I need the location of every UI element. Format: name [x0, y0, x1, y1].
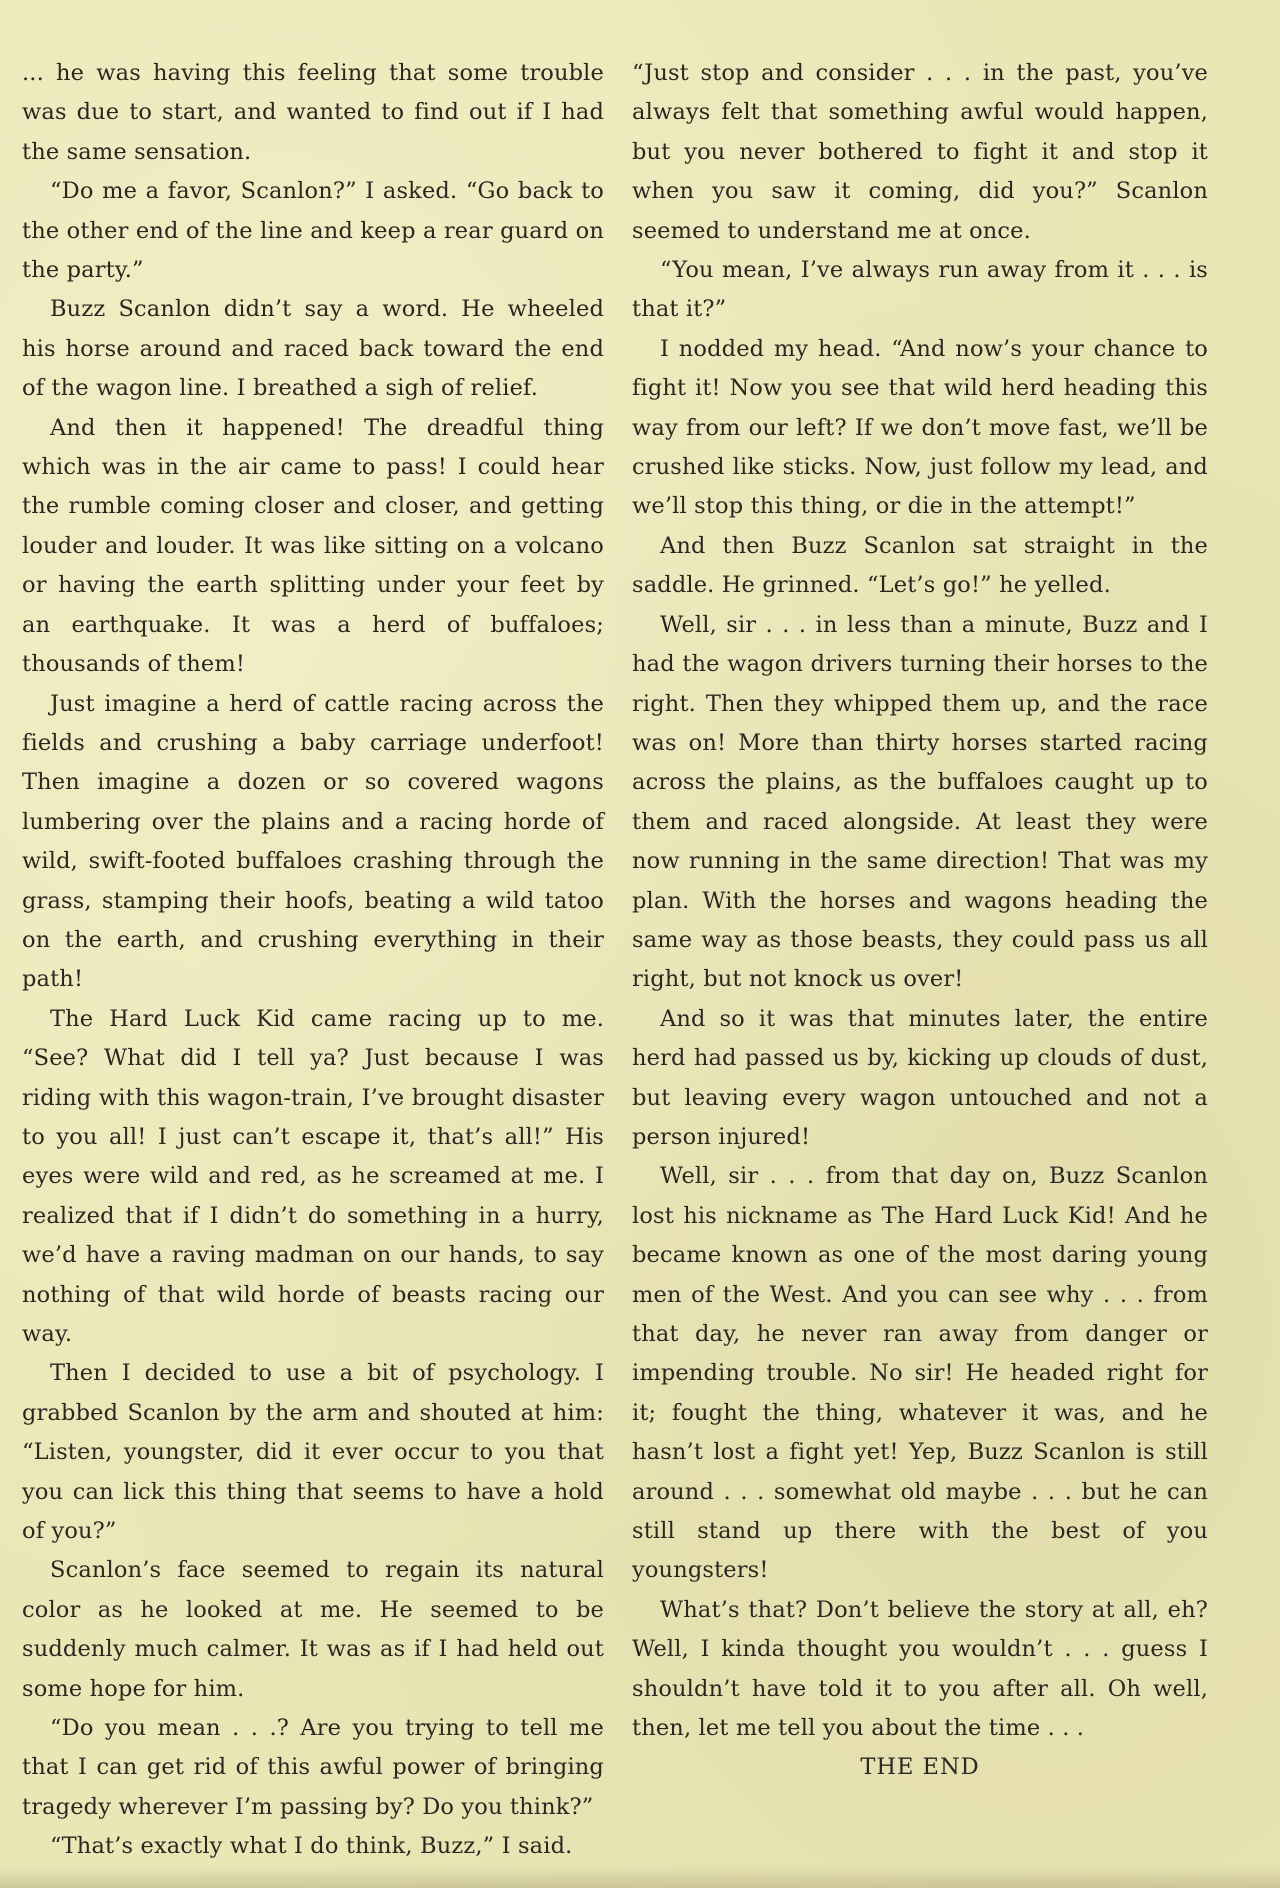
paragraph: Scanlon’s face seemed to regain its natural color as he looked at me. He seemed to be suddenly much calmer. It was as if I had held out some hope for him. — [22, 1557, 604, 1702]
right-text-column — [632, 54, 1208, 1788]
paragraph: Well, sir . . . in less than a minute, Buzz and I had the wagon drivers turning their horses to the right. Then they whipped them up, and the race was on! More than thirty horses started racing across the plains, as the buffaloes caught up to them and raced alongside. At least they were now running in the same direction! That was my plan. With the horses and wagons heading the same way as those beasts, they could pass us all right, but not knock us over! — [632, 611, 1208, 993]
paragraph: And then Buzz Scanlon sat straight in the saddle. He grinned. “Let’s go!” he yelled. — [632, 532, 1208, 599]
paragraph: What’s that? Don’t believe the story at all, eh? Well, I kinda thought you wouldn’t . . . guess I shouldn’t have told it to you after all. Oh well, then, let me tell you about the time . . . — [632, 1596, 1208, 1742]
paragraph: And then it happened! The dreadful thing which was in the air came to pass! I could hear the rumble coming closer and closer, and getting louder and louder. It was like sitting on a volcano or having the earth splitting under your feet by an earthquake. It was a herd of buffaloes; thousands of them! — [22, 414, 604, 678]
paragraph: Well, sir . . . from that day on, Buzz Scanlon lost his nickname as The Hard Luck Kid! And he became known as one of the most daring young men of the West. And you can see why . . . from that day, he never ran away from danger or impending trouble. No sir! He headed right for it; fought the thing, whatever it was, and he hasn’t lost a fight yet! Yep, Buzz Scanlon is still around . . . somewhat old maybe . . . but he can still stand up there with the best of you youngsters! — [632, 1163, 1208, 1584]
paragraph: ... he was having this feeling that some trouble was due to start, and wanted to find out if I had the same sensation. — [22, 60, 604, 165]
paragraph: Then I decided to use a bit of psychology. I grabbed Scanlon by the arm and shouted at him: “Listen, youngster, did it ever occur to you that you can lick this thing that seems to have a hold of you?” — [22, 1360, 604, 1545]
paragraph: “Do you mean . . .? Are you trying to tell me that I can get rid of this awful power of bringing tragedy wherever I’m passing by? Do you think?” — [22, 1715, 604, 1820]
paragraph: And so it was that minutes later, the entire herd had passed us by, kicking up clouds of dust, but leaving every wagon untouched and not a person injured! — [632, 1005, 1208, 1150]
paragraph: The Hard Luck Kid came racing up to me. “See? What did I tell ya? Just because I was riding with this wagon-train, I’ve brought disaster to you all! I just can’t escape it, that’s all!” His eyes were wild and red, as he screamed at me. I realized that if I didn’t do something in a hurry, we’d have a raving madman on our hands, to say nothing of that wild horde of beasts racing our way. — [22, 1005, 604, 1347]
page-edge-shadow — [0, 1866, 1280, 1888]
paragraph: Buzz Scanlon didn’t say a word. He wheeled his horse around and raced back toward the end of the wagon line. I breathed a sigh of relief. — [22, 296, 604, 402]
paragraph: “Do me a favor, Scanlon?” I asked. “Go back to the other end of the line and keep a rear guard on the party.” — [22, 178, 604, 284]
paragraph: “That’s exactly what I do think, Buzz,” I said. — [50, 1833, 573, 1860]
paragraph: Just imagine a herd of cattle racing across the fields and crushing a baby carriage underfoot! Then imagine a dozen or so covered wagons lumbering over the plains and a racing horde of wild, swift-footed buffaloes crashing through the grass, stamping their hoofs, beating a wild tatoo on the earth, and crushing everything in their path! — [22, 690, 604, 993]
left-text-column — [22, 54, 604, 1867]
paragraph: “You mean, I’ve always run away from it . . . is that it?” — [632, 257, 1208, 323]
paragraph: I nodded my head. “And now’s your chance to fight it! Now you see that wild herd heading this way from our left? If we don’t move fast, we’ll be crushed like sticks. Now, just follow my lead, and we’ll stop this thing, or die in the attempt!” — [632, 335, 1208, 520]
the-end-label: THE END — [860, 1754, 980, 1781]
paragraph: “Just stop and consider . . . in the past, you’ve always felt that something awful would happen, but you never bothered to fight it and stop it when you saw it coming, did you?” Scanlon seemed to understand me at once. — [632, 60, 1208, 244]
